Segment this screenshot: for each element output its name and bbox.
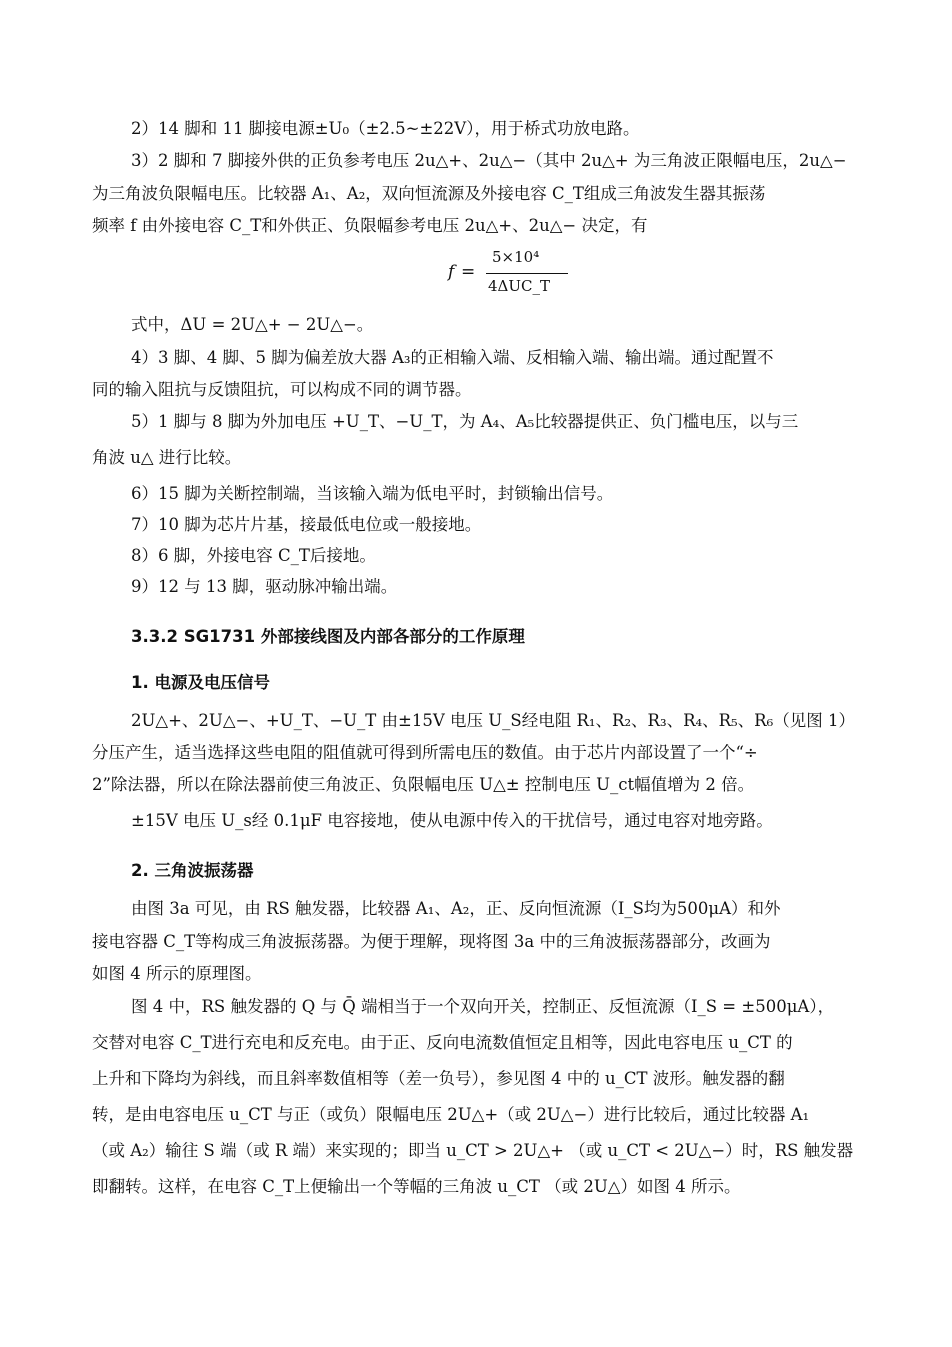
formula-numerator: 5×10⁴: [492, 248, 540, 266]
paragraph-line: 分压产生，适当选择这些电阻的阻值就可得到所需电压的数值。由于芯片内部设置了一个“÷: [92, 743, 758, 762]
paragraph-line: 转，是由电容电压 u_CT 与正（或负）限幅电压 2U△+（或 2U△−）进行比较后，通过比较器 A₁: [92, 1105, 810, 1124]
paragraph-line: 6）15 脚为关断控制端，当该输入端为低电平时，封锁输出信号。: [131, 484, 614, 503]
paragraph-line: 5）1 脚与 8 脚为外加电压 +U_T、−U_T，为 A₄、A₅比较器提供正、负门槛电压，以与三: [131, 412, 799, 431]
subsection-heading: 2. 三角波振荡器: [131, 861, 254, 880]
section-heading: 3.3.2 SG1731 外部接线图及内部各部分的工作原理: [131, 627, 525, 646]
paragraph-line: 频率 f 由外接电容 C_T和外供正、负限幅参考电压 2u△+、2u△− 决定，有: [92, 216, 648, 235]
paragraph-line: 7）10 脚为芯片片基，接最低电位或一般接地。: [131, 515, 482, 534]
paragraph-line: 2）14 脚和 11 脚接电源±U₀（±2.5~±22V），用于桥式功放电路。: [131, 119, 640, 138]
formula-equals: =: [461, 262, 476, 282]
formula-lhs: f: [448, 262, 455, 282]
paragraph-line: （或 A₂）输往 S 端（或 R 端）来实现的；即当 u_CT > 2U△+ （或 u_CT < 2U△−）时，RS 触发器: [92, 1141, 854, 1160]
paragraph-line: 式中，ΔU = 2U△+ − 2U△−。: [131, 315, 374, 334]
paragraph-line: 2U△+、2U△−、+U_T、−U_T 由±15V 电压 U_S经电阻 R₁、R₂、R₃、R₄、R₅、R₆（见图 1）: [131, 711, 855, 730]
paragraph-line: 即翻转。这样，在电容 C_T上便输出一个等幅的三角波 u_CT （或 2U△）如图 4 所示。: [92, 1177, 741, 1196]
paragraph-line: 图 4 中，RS 触发器的 Q 与 Q̄ 端相当于一个双向开关，控制正、反恒流源（I_S = ±500μA），: [131, 997, 835, 1016]
paragraph-line: 9）12 与 13 脚，驱动脉冲输出端。: [131, 577, 398, 596]
paragraph-line: 接电容器 C_T等构成三角波振荡器。为便于理解，现将图 3a 中的三角波振荡器部分，改画为: [92, 932, 771, 951]
paragraph-line: 同的输入阻抗与反馈阻抗，可以构成不同的调节器。: [92, 380, 472, 399]
fraction-bar: [486, 273, 568, 274]
paragraph-line: 为三角波负限幅电压。比较器 A₁、A₂，双向恒流源及外接电容 C_T组成三角波发生器其振荡: [92, 184, 766, 203]
paragraph-line: 角波 u△ 进行比较。: [92, 448, 242, 467]
paragraph-line: 4）3 脚、4 脚、5 脚为偏差放大器 A₃的正相输入端、反相输入端、输出端。通过配置不: [131, 348, 774, 367]
subsection-heading: 1. 电源及电压信号: [131, 673, 270, 692]
formula-denominator: 4ΔUC_T: [488, 277, 550, 295]
paragraph-line: 上升和下降均为斜线，而且斜率数值相等（差一负号），参见图 4 中的 u_CT 波形。触发器的翻: [92, 1069, 785, 1088]
paragraph-line: 2”除法器，所以在除法器前使三角波正、负限幅电压 U△± 控制电压 U_ct幅值增为 2 倍。: [92, 775, 755, 794]
paragraph-line: ±15V 电压 U_s经 0.1μF 电容接地，使从电源中传入的干扰信号，通过电容对地旁路。: [131, 811, 773, 830]
paragraph-line: 由图 3a 可见，由 RS 触发器，比较器 A₁、A₂，正、反向恒流源（I_S均为500μA）和外: [131, 899, 781, 918]
paragraph-line: 8）6 脚，外接电容 C_T后接地。: [131, 546, 376, 565]
paragraph-line: 如图 4 所示的原理图。: [92, 964, 262, 983]
paragraph-line: 3）2 脚和 7 脚接外供的正负参考电压 2u△+、2u△−（其中 2u△+ 为三角波正限幅电压，2u△−: [131, 151, 847, 170]
frequency-formula: [448, 248, 568, 304]
paragraph-line: 交替对电容 C_T进行充电和反充电。由于正、反向电流数值恒定且相等，因此电容电压 u_CT 的: [92, 1033, 793, 1052]
